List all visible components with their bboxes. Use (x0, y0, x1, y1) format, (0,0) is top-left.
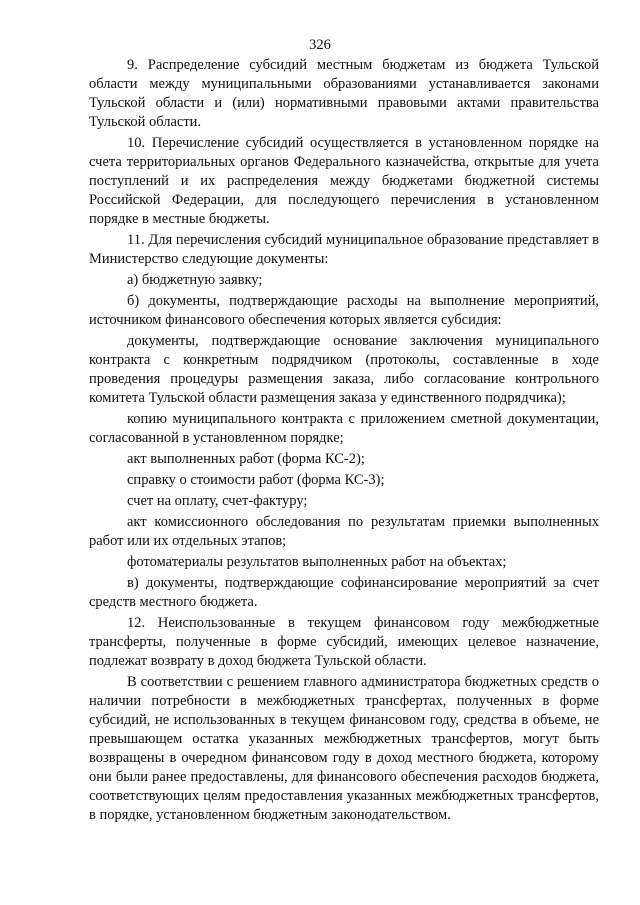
list-item-b-photos: фотоматериалы результатов выполненных работ на объектах; (127, 554, 507, 570)
list-item-b: б) документы, подтверждающие расходы на выполнение мероприятий, источником финансового обеспечения которых является субсидия: (89, 293, 599, 328)
paragraph-11: 11. Для перечисления субсидий муниципальное образование представляет в Министерство следующие документы: (89, 232, 599, 267)
paragraph-9: 9. Распределение субсидий местным бюджетам из бюджета Тульской области между муниципальными образованиями устанавливается законами Тульской области и (или) нормативными правовыми актами правительства Тульской области. (89, 57, 599, 130)
list-item-b-contract-docs: документы, подтверждающие основание заключения муниципального контракта с конкретным подрядчиком (протоколы, составленные в ходе проведения процедуры размещения заказа, либо согласование контрольного комитета Тульской области размещения заказа у единственного подрядчика); (89, 333, 599, 406)
list-item-v: в) документы, подтверждающие софинансирование мероприятий за счет средств местного бюджета. (89, 575, 599, 610)
document-body (89, 56, 599, 825)
list-item-b-act-ks2: акт выполненных работ (форма КС-2); (127, 451, 365, 467)
paragraph-return-decision: В соответствии с решением главного администратора бюджетных средств о наличии потребности в межбюджетных трансфертах, полученных в форме субсидий, не использованных в текущем финансовом году, средства в объеме, не превышающем остатка указанных межбюджетных трансфертов, могут быть возвращены в очередном финансовом году в доход местного бюджета, которому они были ранее предоставлены, для финансового обеспечения расходов бюджета, соответствующих целям предоставления указанных межбюджетных трансфертов, в порядке, установленном бюджетным законодательством. (89, 674, 599, 823)
list-item-b-contract-copy: копию муниципального контракта с приложением сметной документации, согласованной в установленном порядке; (89, 411, 599, 446)
page-number: 326 (309, 37, 331, 53)
list-item-a: а) бюджетную заявку; (127, 272, 263, 288)
list-item-b-inspection-act: акт комиссионного обследования по результатам приемки выполненных работ или их отдельных этапов; (89, 514, 599, 549)
list-item-b-invoice: счет на оплату, счет-фактуру; (127, 493, 308, 509)
paragraph-12: 12. Неиспользованные в текущем финансовом году межбюджетные трансферты, полученные в форме субсидий, имеющих целевое назначение, подлежат возврату в доход бюджета Тульской области. (89, 615, 599, 669)
paragraph-10: 10. Перечисление субсидий осуществляется в установленном порядке на счета территориальных органов Федерального казначейства, открытые для учета поступлений и их распределения между бюджетами бюджетной системы Российской Федерации, для последующего перечисления в установленном порядке в местные бюджеты. (89, 135, 599, 227)
list-item-b-cert-ks3: справку о стоимости работ (форма КС-3); (127, 472, 385, 488)
